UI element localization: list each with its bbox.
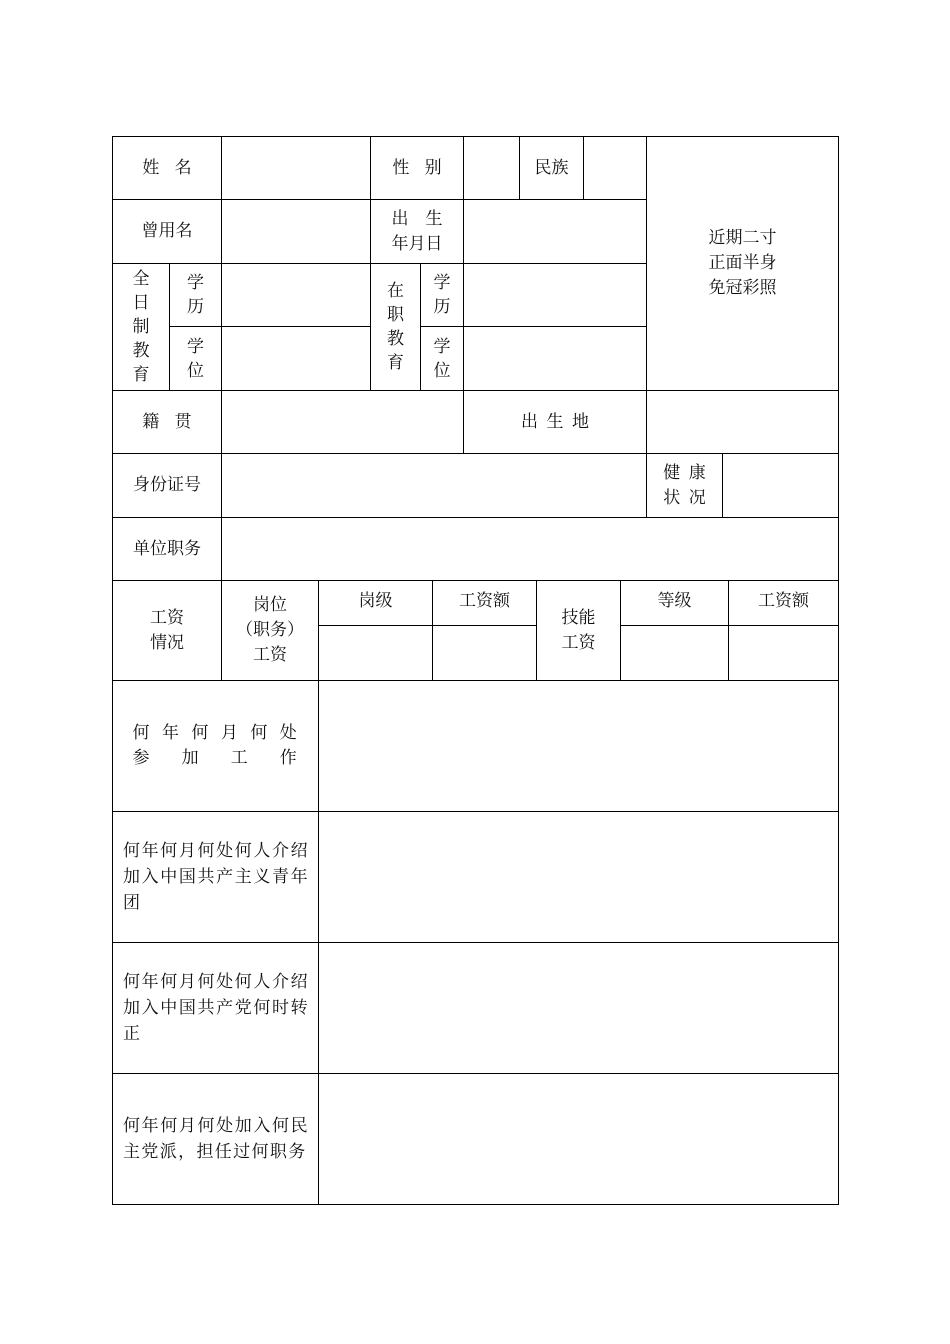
level-label: 等级 <box>657 591 692 611</box>
inservice-edu-label: 在职教育 <box>387 281 404 373</box>
unit-position-label: 单位职务 <box>133 538 201 559</box>
native-place-label: 籍贯 <box>142 411 207 432</box>
democratic-party-field[interactable] <box>318 1073 839 1205</box>
name-label-cell <box>112 136 222 200</box>
former-name-field[interactable] <box>221 199 371 264</box>
native-place-field[interactable] <box>221 390 464 454</box>
former-name-label: 曾用名 <box>141 221 193 241</box>
ethnicity-field[interactable] <box>583 136 647 200</box>
level-label-cell <box>620 580 729 626</box>
degree-label-cell-2 <box>420 326 464 391</box>
post-salary-label: 岗位 （职务） 工资 <box>236 595 304 665</box>
post-salary-amount-field[interactable] <box>432 625 537 681</box>
native-place-label-cell <box>112 390 222 454</box>
birth-date-label-cell <box>370 199 464 264</box>
fulltime-education-field[interactable] <box>221 263 371 327</box>
league-field[interactable] <box>318 811 839 943</box>
name-field[interactable] <box>221 136 371 200</box>
fulltime-edu-label: 全日制教育 <box>132 269 150 385</box>
work-start-field[interactable] <box>318 680 839 812</box>
birth-date-field[interactable] <box>463 199 647 264</box>
democratic-party-label: 何年何月何处加入何民主党派，担任过何职务 <box>123 1116 309 1162</box>
league-label: 何年何月何处何人介绍加入中国共产主义青年团 <box>123 841 309 913</box>
degree-label-cell-1 <box>169 326 222 391</box>
degree-label-1: 学位 <box>187 336 204 381</box>
education-label-2: 学历 <box>433 273 451 317</box>
gender-field[interactable] <box>463 136 520 200</box>
fulltime-edu-label-cell <box>112 263 170 391</box>
work-start-label-cell <box>112 680 319 812</box>
salary-amount-label-cell-2 <box>728 580 839 626</box>
work-start-label: 何年何月何处 参 加 工 作 <box>132 723 299 768</box>
inservice-degree-field[interactable] <box>463 326 647 391</box>
skill-salary-amount-field[interactable] <box>728 625 839 681</box>
inservice-education-field[interactable] <box>463 263 647 327</box>
salary-amount-label-1: 工资额 <box>459 591 510 611</box>
democratic-party-label-cell <box>112 1073 319 1205</box>
birthplace-field[interactable] <box>646 390 839 454</box>
id-number-field[interactable] <box>221 453 647 518</box>
fulltime-degree-field[interactable] <box>221 326 371 391</box>
education-label-cell-2 <box>420 263 464 327</box>
post-grade-label-cell <box>318 580 433 626</box>
birthplace-label: 出生地 <box>521 411 598 432</box>
former-name-label-cell <box>112 199 222 264</box>
skill-level-field[interactable] <box>620 625 729 681</box>
ethnicity-label: 民族 <box>534 157 569 178</box>
salary-label: 工资 情况 <box>150 607 184 653</box>
party-field[interactable] <box>318 942 839 1074</box>
birth-date-label: 出 生 年月日 <box>391 208 443 254</box>
health-field[interactable] <box>722 453 839 518</box>
photo-label: 近期二寸 正面半身 免冠彩照 <box>708 228 777 298</box>
health-label-cell <box>646 453 723 518</box>
id-number-label-cell <box>112 453 222 518</box>
health-label: 健康 状况 <box>663 462 715 508</box>
salary-amount-label-2: 工资额 <box>758 591 809 611</box>
photo-cell[interactable] <box>646 136 839 391</box>
birthplace-label-cell <box>463 390 647 454</box>
post-grade-field[interactable] <box>318 625 433 681</box>
name-label: 姓名 <box>142 157 207 178</box>
post-salary-label-cell <box>221 580 319 681</box>
education-label-1: 学历 <box>187 273 204 317</box>
party-label-cell <box>112 942 319 1074</box>
education-label-cell-1 <box>169 263 222 327</box>
inservice-edu-label-cell <box>370 263 421 391</box>
ethnicity-label-cell <box>519 136 584 200</box>
unit-position-field[interactable] <box>221 517 839 581</box>
skill-salary-label: 技能 工资 <box>561 607 596 653</box>
gender-label: 性别 <box>392 157 457 178</box>
skill-salary-label-cell <box>536 580 621 681</box>
party-label: 何年何月何处何人介绍加入中国共产党何时转正 <box>123 972 309 1044</box>
league-label-cell <box>112 811 319 943</box>
unit-position-label-cell <box>112 517 222 581</box>
gender-label-cell <box>370 136 464 200</box>
id-number-label: 身份证号 <box>133 475 201 495</box>
salary-amount-label-cell-1 <box>432 580 537 626</box>
post-grade-label: 岗级 <box>358 591 393 611</box>
degree-label-2: 学位 <box>433 336 451 381</box>
salary-label-cell <box>112 580 222 681</box>
